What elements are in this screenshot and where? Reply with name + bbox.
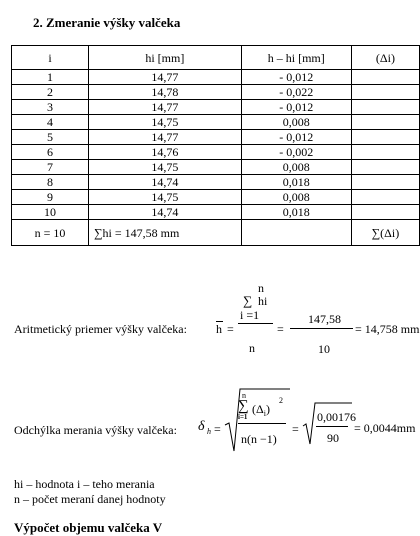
- deviation-term-open: (Δ: [252, 402, 264, 416]
- mean-value-numerator: 147,58: [308, 312, 341, 326]
- deviation-symbol-sub: h: [207, 427, 211, 436]
- cell-delta: [351, 70, 419, 85]
- cell-i: 2: [12, 85, 89, 100]
- table-row: [12, 190, 420, 205]
- cell-difference: - 0,012: [241, 100, 351, 115]
- cell-delta: [351, 100, 419, 115]
- cell-i: 9: [12, 190, 89, 205]
- mean-denominator: n: [249, 341, 255, 355]
- cell-difference: - 0,022: [241, 85, 351, 100]
- deviation-term: [252, 402, 270, 418]
- table-sum-row: [12, 220, 420, 246]
- cell-difference: 0,018: [241, 175, 351, 190]
- table-row: [12, 175, 420, 190]
- cell-i: 10: [12, 205, 89, 220]
- sum-row-hi: ∑hi = 147,58 mm: [89, 220, 242, 246]
- cell-hi: 14,74: [89, 205, 242, 220]
- deviation-sum-bottom: i=1: [238, 413, 248, 421]
- table-row: [12, 160, 420, 175]
- mean-value-denominator: 10: [318, 342, 330, 356]
- cell-difference: 0,018: [241, 205, 351, 220]
- cell-delta: [351, 145, 419, 160]
- mean-label: Aritmetický priemer výšky valčeka:: [14, 322, 187, 336]
- cell-delta: [351, 190, 419, 205]
- mean-hbar: h: [216, 322, 222, 336]
- deviation-equals-1: =: [214, 422, 221, 436]
- table-row: [12, 85, 420, 100]
- legend-line-n: n – počet meraní danej hodnoty: [14, 492, 166, 506]
- cell-hi: 14,75: [89, 190, 242, 205]
- mean-fraction-bar: [238, 323, 273, 324]
- column-header-hi: hi [mm]: [89, 46, 242, 70]
- deviation-sum-sign: ∑: [238, 398, 249, 414]
- deviation-denominator: n(n −1): [241, 432, 277, 446]
- deviation-sum-top: n: [242, 391, 246, 400]
- cell-hi: 14,77: [89, 130, 242, 145]
- cell-i: 4: [12, 115, 89, 130]
- cell-delta: [351, 130, 419, 145]
- table-row: [12, 100, 420, 115]
- legend-line-hi: hi – hodnota i – teho merania: [14, 477, 155, 491]
- deviation-label: Odchýlka merania výšky valčeka:: [14, 423, 177, 437]
- cell-hi: 14,77: [89, 100, 242, 115]
- cell-i: 7: [12, 160, 89, 175]
- cell-delta: [351, 175, 419, 190]
- cell-difference: 0,008: [241, 115, 351, 130]
- column-header-delta: (Δi): [351, 46, 419, 70]
- cell-i: 3: [12, 100, 89, 115]
- cell-hi: 14,74: [89, 175, 242, 190]
- measurement-table: [11, 45, 420, 246]
- cell-hi: 14,75: [89, 160, 242, 175]
- section-heading: 2. Zmeranie výšky valčeka: [33, 15, 181, 30]
- cell-hi: 14,77: [89, 70, 242, 85]
- mean-hbar-overline: [216, 321, 223, 322]
- deviation-term-sub: i: [263, 409, 266, 418]
- deviation-fraction-bar: [238, 423, 286, 424]
- mean-sum-sign: ∑: [243, 293, 253, 308]
- cell-difference: 0,008: [241, 190, 351, 205]
- deviation-value-denominator: 90: [327, 431, 339, 445]
- next-section-heading: Výpočet objemu valčeka V: [14, 520, 163, 535]
- deviation-equals-2: =: [292, 422, 299, 436]
- cell-delta: [351, 205, 419, 220]
- cell-difference: - 0,012: [241, 70, 351, 85]
- cell-hi: 14,75: [89, 115, 242, 130]
- deviation-value-fraction-bar: [316, 426, 348, 427]
- cell-i: 1: [12, 70, 89, 85]
- table-row: [12, 130, 420, 145]
- deviation-term-exp: 2: [279, 396, 283, 405]
- sum-row-difference: [241, 220, 351, 246]
- cell-difference: - 0,002: [241, 145, 351, 160]
- mean-value-fraction-bar: [290, 328, 353, 329]
- sum-row-delta: ∑(Δi): [351, 220, 419, 246]
- mean-equals-1: =: [227, 322, 234, 336]
- column-header-difference: h – hi [mm]: [241, 46, 351, 70]
- deviation-symbol: δ: [198, 419, 205, 434]
- table-row: [12, 70, 420, 85]
- table-row: [12, 115, 420, 130]
- mean-result: = 14,758 mm: [355, 322, 420, 336]
- cell-hi: 14,78: [89, 85, 242, 100]
- mean-sum-bottom: i =1: [240, 308, 260, 322]
- cell-i: 6: [12, 145, 89, 160]
- cell-difference: 0,008: [241, 160, 351, 175]
- table-header-row: [12, 46, 420, 70]
- cell-delta: [351, 85, 419, 100]
- mean-sum-var: hi: [258, 294, 268, 308]
- mean-equals-2: =: [277, 322, 284, 336]
- cell-difference: - 0,012: [241, 130, 351, 145]
- table-row: [12, 205, 420, 220]
- deviation-result: = 0,0044mm: [354, 421, 416, 435]
- cell-i: 8: [12, 175, 89, 190]
- deviation-value-numerator: 0,00176: [317, 410, 356, 424]
- mean-sum-top: n: [258, 281, 264, 295]
- sum-row-n: n = 10: [12, 220, 89, 246]
- cell-delta: [351, 160, 419, 175]
- cell-i: 5: [12, 130, 89, 145]
- column-header-i: i: [12, 46, 89, 70]
- cell-hi: 14,76: [89, 145, 242, 160]
- table-row: [12, 145, 420, 160]
- cell-delta: [351, 115, 419, 130]
- deviation-term-close: ): [265, 402, 270, 416]
